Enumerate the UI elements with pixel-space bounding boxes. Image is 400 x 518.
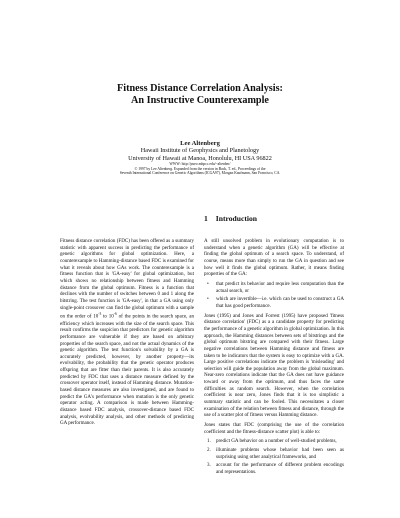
copyright-line-1: © 1997 by Lee Altenberg. Expanded from the version in Back, T. ed., Proceedings of the — [134, 166, 266, 171]
list-number: 1. — [207, 438, 211, 445]
abstract-text: Fitness distance correlation (FDC) has been offered as a summary statistic with apparent success in predicting the performance of genetic algorithms for global optimization. Here, a counterexample to Hamming-distance based FDC is examined for what it reveals about how GAs work. The counterexample is a fitness function that is 'GA-easy' for global optimization, but which shows no relationship between fitness and Hamming distance from the global optimum. Fitness is a function that declines with the number of switches between 0 and 1 along the bitstring. The test function is 'GA-easy', in that a GA using only single-point crossover can find the global optimum with a sample on the order of $10^{-3}$ to $10^{-6}$ of the points in the search space, an efficiency which increases with the size of the search space. This result confirms the suspicion that predictors for genetic algorithm performance are vulnerable if they are based on arbitrary properties of the search space, and not the actual dynamics of the genetic algorithm. The test function's solvability by a GA is accurately predicted, however, by another property—its evolvability, the probability that the genetic operator produces offspring that are fitter than their parents. It is also accurately predicted by FDC that uses a distance measure defined by the crossover operator itself, instead of Hamming distance. Mutation-based distance measures are also investigated, and are found to predict the GA's performance when mutation is the only genetic operator acting. A comparison is made between Hamming-distance based FDC analysis, crossover-distance based FDC analysis, evolvability analysis, and other methods of predicting GA performance. — [60, 238, 194, 427]
bullet-text: that predict its behavior and require less computation than the actual search, or — [216, 280, 344, 294]
list-number: 3. — [207, 462, 211, 469]
intro-paragraph-1: A still unsolved problem in evolutionary computation is to understand when a genetic algorithm (GA) will be effective at finding the global optimum of a search space. To understand, of course, means more than simply to run the GA in question and see how well it finds the global optimum. Rather, it means finding properties of the GA: — [204, 238, 344, 278]
author-address: University of Hawaii at Manoa, Honolulu, HI USA 96822 — [128, 154, 272, 162]
section-heading — [204, 214, 265, 223]
list-item — [204, 281, 344, 294]
author-name: Lee Altenberg — [180, 140, 220, 147]
bullet-icon: • — [207, 280, 209, 287]
author-affiliation: Hawaii Institute of Geophysics and Planetology — [140, 147, 260, 155]
title-line-1: Fitness Distance Correlation Analysis: — [117, 83, 283, 94]
title-line-2: An Instructive Counterexample — [131, 95, 269, 106]
section-title: Introduction — [215, 214, 258, 223]
introduction — [204, 238, 344, 479]
bullet-icon: • — [207, 296, 209, 303]
intro-numbered-list — [204, 438, 344, 475]
numbered-text: illuminate problems whose behavior had been seen as surprising using other analytical frameworks, and — [216, 447, 344, 460]
paper-title — [0, 83, 400, 107]
author-block — [0, 140, 400, 176]
list-item — [204, 438, 344, 445]
author-www: WWW: http://pueo.mhpcc.edu/~altenber/ — [169, 162, 231, 167]
bullet-text: which are invertible—i.e. which can be used to construct a GA that has good performance. — [216, 296, 344, 309]
list-number: 2. — [207, 447, 211, 454]
list-item — [204, 462, 344, 475]
numbered-text: account for the performance of different problem encodings and representations. — [216, 462, 344, 475]
list-item — [204, 296, 344, 309]
section-number: 1 — [204, 214, 208, 223]
intro-bullet-list — [204, 281, 344, 310]
numbered-text: predict GA behavior on a number of well-studied problems, — [216, 438, 337, 445]
copyright-line-2: Seventh International Conference on Genetic Algorithms (ICGA97), Morgan Kaufmann, San Francisco, CA. — [119, 171, 281, 176]
intro-paragraph-3: Jones states that FDC (comprising the use of the correlation coefficient and the fitness-distance scatter plot) is able to: — [204, 422, 344, 435]
list-item — [204, 447, 344, 460]
intro-paragraph-2: Jones (1995) and Jones and Forrest (1995) have proposed 'fitness distance correlation' (FDC) as a a candidate property for predicting the performance of a genetic algorithm in global optimization. In this approach, the Hamming distances between sets of bitstrings and the global optimum bitstring are compared with their fitness. Large negative correlations between Hamming distance and fitness are taken to be indicators that the system is easy to optimize with a GA. Large positive correlations indicate the problem is 'misleading' and selection will guide the population away from the global maximum. Near-zero correlations indicate that the GA does not have guidance toward or away from the optimum, and thus faces the same difficulties as random search. However, when the correlation coefficient is near zero, Jones finds that it is too simplistic a summary statistic and can be fooled. This necessitates a closer examination of the relation between fitness and distance, through the use of a scatter plot of fitness versus Hamming distance. — [204, 312, 344, 419]
abstract — [60, 238, 194, 427]
